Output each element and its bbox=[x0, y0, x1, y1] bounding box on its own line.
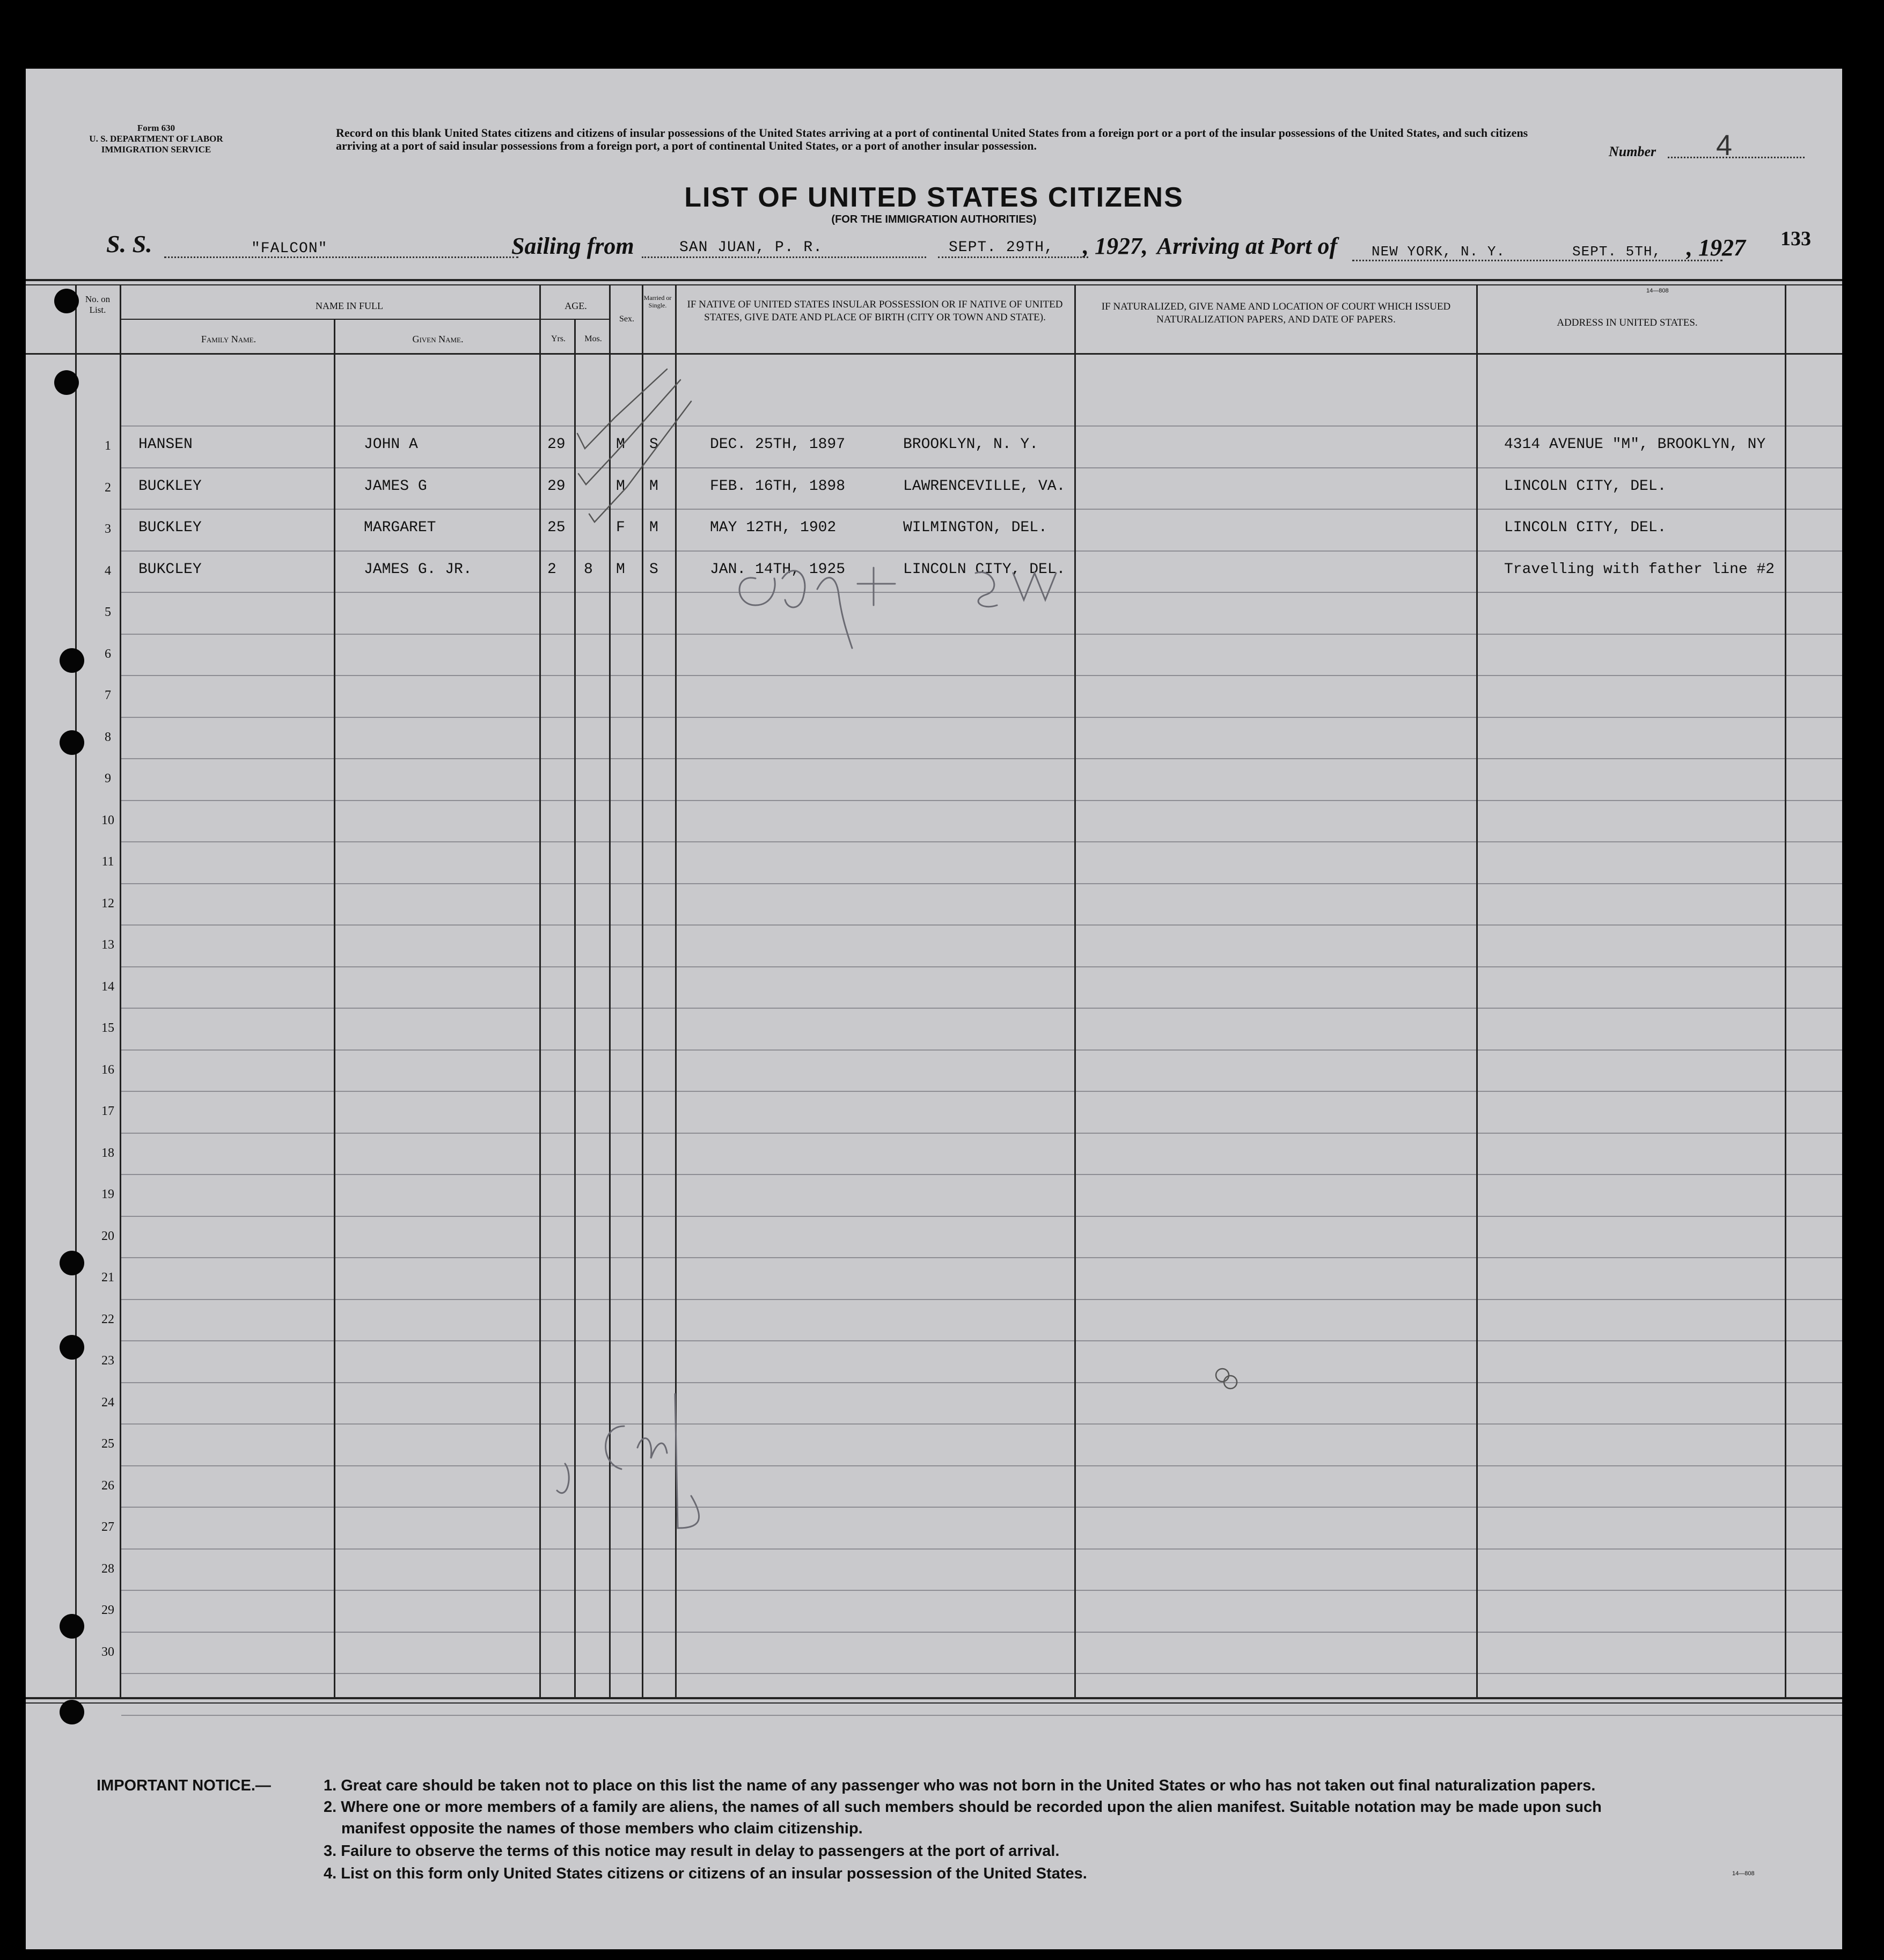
ruled-line bbox=[121, 966, 1842, 967]
col-married: Married or Single. bbox=[643, 294, 672, 309]
ship-name: "FALCON" bbox=[251, 240, 328, 257]
row-number: 19 bbox=[101, 1187, 114, 1201]
ruled-line bbox=[121, 1049, 1842, 1051]
ruled-line bbox=[121, 1257, 1842, 1258]
check-mark-2 bbox=[578, 380, 680, 485]
cell-yrs: 25 bbox=[547, 519, 566, 536]
row-number: 30 bbox=[101, 1645, 114, 1659]
col-sex: Sex. bbox=[619, 314, 634, 324]
row-number: 18 bbox=[101, 1146, 114, 1160]
cell-family: BUKCLEY bbox=[138, 561, 202, 578]
cell-married: M bbox=[649, 478, 658, 495]
cell-sex: F bbox=[616, 519, 625, 536]
table-bottom-border bbox=[26, 1697, 1842, 1699]
col-address: ADDRESS IN UNITED STATES. bbox=[1557, 317, 1698, 328]
cell-family: HANSEN bbox=[138, 436, 193, 453]
row-number: 27 bbox=[101, 1520, 114, 1534]
number-dotline bbox=[1668, 157, 1805, 158]
cell-married: S bbox=[649, 436, 658, 453]
cell-married: S bbox=[649, 561, 658, 578]
department-label: U. S. DEPARTMENT OF LABOR bbox=[89, 134, 223, 144]
page-subtitle: (FOR THE IMMIGRATION AUTHORITIES) bbox=[831, 214, 1037, 225]
cell-family: BUCKLEY bbox=[138, 478, 202, 495]
punch-hole-1 bbox=[54, 289, 79, 313]
page-number: 133 bbox=[1780, 227, 1811, 250]
instructions-text: Record on this blank United States citizens and citizens of insular possessions of the United States arriving at a port of continental United States from a foreign port or a port of the insular possessions of the United States, and such citizens arriving at a port of said insular possessions from a foreign port, a port of continental United States, or a port of another insular possession. bbox=[336, 126, 1528, 152]
row-number: 15 bbox=[101, 1021, 114, 1035]
printer-mark-bottom: 14—808 bbox=[1732, 1870, 1755, 1877]
ruled-line bbox=[121, 1133, 1842, 1134]
row-number: 6 bbox=[105, 647, 111, 661]
col-divider-10 bbox=[1476, 285, 1478, 1697]
age-header-divider bbox=[541, 319, 611, 320]
row-number: 20 bbox=[101, 1229, 114, 1243]
col-family-name: Family Name. bbox=[201, 334, 256, 344]
ruled-line bbox=[121, 1465, 1842, 1466]
row-number: 4 bbox=[105, 563, 111, 578]
row-number: 29 bbox=[101, 1603, 114, 1617]
punch-hole-5 bbox=[60, 1251, 84, 1275]
cell-married: M bbox=[649, 519, 658, 536]
cell-birth-place: LAWRENCEVILLE, VA. bbox=[903, 478, 1066, 495]
row-number: 5 bbox=[105, 605, 111, 619]
ruled-line bbox=[121, 1008, 1842, 1009]
ruled-line bbox=[121, 800, 1842, 801]
ruled-line bbox=[121, 1340, 1842, 1341]
table-bottom-border-2 bbox=[26, 1702, 1842, 1704]
row-number: 23 bbox=[101, 1354, 114, 1368]
ruled-line bbox=[121, 883, 1842, 884]
form-number: Form 630 bbox=[137, 123, 175, 133]
row-number: 7 bbox=[105, 688, 111, 702]
punch-hole-2 bbox=[54, 370, 79, 395]
cell-birth-place: BROOKLYN, N. Y. bbox=[903, 436, 1039, 453]
col-divider-11 bbox=[1785, 285, 1786, 1697]
cell-address: LINCOLN CITY, DEL. bbox=[1504, 519, 1667, 536]
cell-birth-date: DEC. 25TH, 1897 bbox=[710, 436, 846, 453]
punch-hole-7 bbox=[60, 1614, 84, 1639]
ruled-line bbox=[121, 467, 1842, 468]
depart-date: SEPT. 29TH, bbox=[949, 239, 1054, 256]
col-divider-3 bbox=[334, 319, 335, 1697]
col-divider-9 bbox=[1074, 285, 1076, 1697]
ruled-line bbox=[121, 1590, 1842, 1591]
header-bottom-border bbox=[26, 353, 1842, 355]
cell-sex: M bbox=[616, 436, 625, 453]
row-number: 22 bbox=[101, 1312, 114, 1326]
table-top-border bbox=[26, 279, 1842, 281]
row-number: 14 bbox=[101, 979, 114, 994]
row-number: 17 bbox=[101, 1104, 114, 1118]
row-number: 11 bbox=[101, 855, 114, 869]
row-number: 12 bbox=[101, 896, 114, 911]
cell-birth-date: JAN. 14TH, 1925 bbox=[710, 561, 846, 578]
notice-item-2-cont: manifest opposite the names of those members who claim citizenship. bbox=[341, 1820, 863, 1837]
page-title: LIST OF UNITED STATES CITIZENS bbox=[684, 182, 1184, 213]
service-label: IMMIGRATION SERVICE bbox=[101, 144, 211, 155]
ruled-line bbox=[121, 1299, 1842, 1300]
punch-hole-6 bbox=[60, 1335, 84, 1360]
row-number: 16 bbox=[101, 1062, 114, 1077]
to-port: NEW YORK, N. Y. bbox=[1372, 244, 1506, 260]
ship-dotline bbox=[164, 256, 518, 258]
number-value: 4 bbox=[1716, 129, 1733, 162]
printer-mark: 14—808 bbox=[1646, 288, 1669, 294]
col-birth: IF NATIVE OF UNITED STATES INSULAR POSSESSION OR IF NATIVE OF UNITED STATES, GIVE DATE AND PLACE OF BIRTH (CITY OR TOWN AND STATE). bbox=[687, 299, 1063, 323]
cell-birth-place: LINCOLN CITY, DEL. bbox=[903, 561, 1066, 578]
notice-item-1: 1. Great care should be taken not to place on this list the name of any passenger who was not born in the United States or who has not taken out final naturalization papers. bbox=[324, 1777, 1596, 1794]
name-header-divider bbox=[121, 319, 577, 320]
cell-yrs: 2 bbox=[547, 561, 556, 578]
from-dotline bbox=[642, 256, 926, 258]
arriving-label: Arriving at Port of bbox=[1157, 233, 1338, 259]
row-number: 25 bbox=[101, 1437, 114, 1451]
row-number: 2 bbox=[105, 480, 111, 495]
ruled-line bbox=[121, 924, 1842, 926]
ruled-line bbox=[121, 1174, 1842, 1175]
manifest-sheet bbox=[26, 69, 1842, 1949]
cell-family: BUCKLEY bbox=[138, 519, 202, 536]
notice-heading: IMPORTANT NOTICE.— bbox=[97, 1777, 271, 1794]
punch-hole-8 bbox=[60, 1700, 84, 1724]
ruled-line bbox=[121, 1632, 1842, 1633]
cell-address: LINCOLN CITY, DEL. bbox=[1504, 478, 1667, 495]
cell-mos: 8 bbox=[584, 561, 593, 578]
from-port: SAN JUAN, P. R. bbox=[679, 239, 823, 256]
ruled-line bbox=[121, 425, 1842, 427]
ruled-line bbox=[121, 509, 1842, 510]
ruled-line bbox=[121, 717, 1842, 718]
depart-dotline bbox=[938, 256, 1088, 258]
cell-sex: M bbox=[616, 478, 625, 495]
col-yrs: Yrs. bbox=[551, 334, 566, 343]
col-given-name: Given Name. bbox=[412, 334, 464, 344]
col-no: No. on List. bbox=[85, 294, 111, 315]
cell-given: MARGARET bbox=[364, 519, 436, 536]
col-name-in-full: NAME IN FULL bbox=[316, 300, 383, 311]
row-number: 28 bbox=[101, 1561, 114, 1576]
handwritten-annotation-3 bbox=[1206, 1362, 1249, 1394]
row-number: 10 bbox=[101, 813, 114, 827]
cell-birth-date: MAY 12TH, 1902 bbox=[710, 519, 837, 536]
ruled-line bbox=[121, 1382, 1842, 1383]
col-age: AGE. bbox=[565, 300, 587, 311]
table-top-border-2 bbox=[26, 284, 1842, 285]
cell-birth-place: WILMINGTON, DEL. bbox=[903, 519, 1047, 536]
notice-item-3: 3. Failure to observe the terms of this notice may result in delay to passengers at the port of arrival. bbox=[324, 1842, 1060, 1860]
notice-item-2: 2. Where one or more members of a family are aliens, the names of all such members should be recorded upon the alien manifest. Suitable notation may be made upon such bbox=[324, 1798, 1602, 1816]
cell-yrs: 29 bbox=[547, 478, 566, 495]
cell-address: 4314 AVENUE "M", BROOKLYN, NY bbox=[1504, 436, 1766, 453]
cell-sex: M bbox=[616, 561, 625, 578]
ruled-line bbox=[121, 1423, 1842, 1425]
col-naturalized: IF NATURALIZED, GIVE NAME AND LOCATION OF COURT WHICH ISSUED NATURALIZATION PAPERS, AND DATE OF PAPERS. bbox=[1101, 301, 1451, 325]
ruled-line bbox=[121, 1216, 1842, 1217]
row-number: 24 bbox=[101, 1395, 114, 1410]
ruled-line bbox=[121, 1091, 1842, 1092]
col-mos: Mos. bbox=[584, 334, 602, 343]
cell-given: JAMES G. JR. bbox=[364, 561, 472, 578]
cell-address: Travelling with father line #2 bbox=[1504, 561, 1775, 578]
ruled-line bbox=[121, 1673, 1842, 1674]
ruled-line bbox=[121, 1715, 1842, 1716]
check-mark-1 bbox=[577, 369, 667, 449]
to-dotline bbox=[1352, 260, 1722, 261]
handwritten-annotation-1 bbox=[723, 541, 1110, 691]
check-mark-3 bbox=[589, 401, 691, 522]
row-number: 21 bbox=[101, 1271, 114, 1284]
check-marks bbox=[573, 358, 734, 605]
arrive-year: , 1927 bbox=[1687, 234, 1746, 261]
punch-hole-4 bbox=[60, 730, 84, 755]
ruled-line bbox=[121, 1548, 1842, 1550]
row-number: 1 bbox=[105, 439, 111, 453]
sailing-label: Sailing from bbox=[511, 233, 634, 259]
cell-given: JAMES G bbox=[364, 478, 427, 495]
notice-item-4: 4. List on this form only United States citizens or citizens of an insular possession of the United States. bbox=[324, 1865, 1087, 1882]
col-divider-1 bbox=[75, 285, 77, 1697]
row-number: 26 bbox=[101, 1478, 114, 1493]
row-number: 3 bbox=[105, 522, 111, 536]
number-label: Number bbox=[1609, 144, 1656, 159]
row-number: 8 bbox=[105, 730, 111, 744]
ruled-line bbox=[121, 758, 1842, 759]
row-number: 9 bbox=[105, 772, 111, 786]
ruled-line bbox=[121, 1507, 1842, 1508]
cell-birth-date: FEB. 16TH, 1898 bbox=[710, 478, 846, 495]
cell-yrs: 29 bbox=[547, 436, 566, 453]
cell-given: JOHN A bbox=[364, 436, 418, 453]
arrive-date: SEPT. 5TH, bbox=[1572, 244, 1662, 260]
ruled-line bbox=[121, 841, 1842, 842]
ss-label: S. S. bbox=[106, 230, 152, 258]
depart-year: , 1927, bbox=[1083, 233, 1148, 259]
handwritten-annotation-2 bbox=[536, 1367, 729, 1539]
row-number: 13 bbox=[101, 938, 114, 952]
punch-hole-3 bbox=[60, 648, 84, 673]
